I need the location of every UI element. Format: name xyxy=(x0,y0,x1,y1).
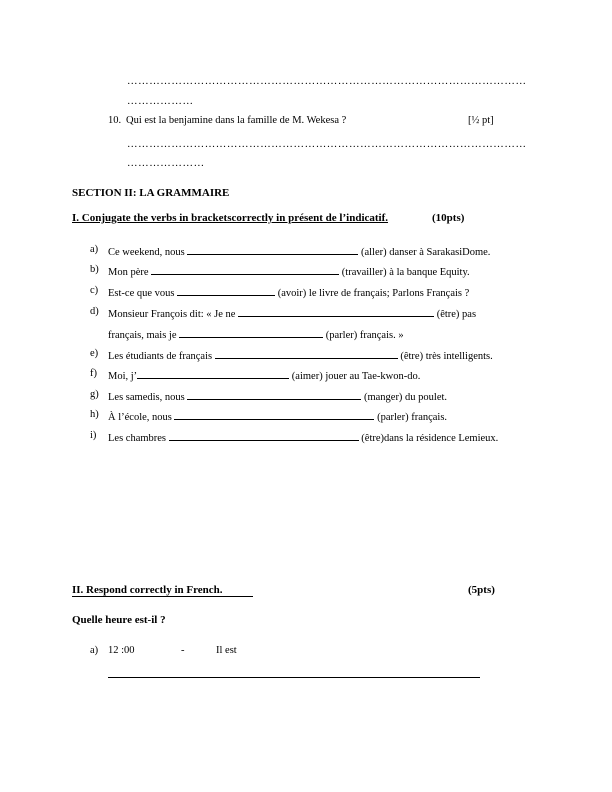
answer-blank[interactable] xyxy=(137,369,289,379)
item-label: b) xyxy=(90,264,99,275)
heading-underline xyxy=(72,596,253,597)
answer-blank[interactable] xyxy=(238,307,434,317)
answer-blank[interactable] xyxy=(179,328,323,338)
time-dash: - xyxy=(181,645,185,656)
answer-dots-line: ……………… xyxy=(127,96,194,107)
conjugation-item-a: Ce weekend, nous (aller) danser à SarakasiDome. xyxy=(108,247,491,258)
answer-blank[interactable] xyxy=(187,390,361,400)
question-10-number: 10. xyxy=(108,115,122,126)
part-1-heading: I. Conjugate the verbs in bracketscorrectly in présent de l’indicatif. xyxy=(72,212,389,224)
conjugation-item-i: Les chambres (être)dans la résidence Lemieux. xyxy=(108,433,499,444)
answer-blank[interactable] xyxy=(174,410,374,420)
item-label: i) xyxy=(90,430,97,441)
answer-blank[interactable] xyxy=(177,286,275,296)
item-label: f) xyxy=(90,368,97,379)
item-label: c) xyxy=(90,285,99,296)
item-label: h) xyxy=(90,409,99,420)
conjugation-item-h: À l’école, nous (parler) français. xyxy=(108,412,448,423)
conjugation-item-g: Les samedis, nous (manger) du poulet. xyxy=(108,392,448,403)
conjugation-item-e: Les étudiants de français (être) très intelligents. xyxy=(108,351,493,362)
answer-dots-line: ………………… xyxy=(127,158,205,169)
part-2-points: (5pts) xyxy=(468,584,495,596)
item-label: g) xyxy=(90,389,99,400)
answer-blank[interactable] xyxy=(187,245,358,255)
section-title: SECTION II: LA GRAMMAIRE xyxy=(72,187,230,199)
item-label: d) xyxy=(90,306,99,317)
item-label: e) xyxy=(90,348,99,359)
question-10-text: Qui est la benjamine dans la famille de M. Wekesa ? xyxy=(126,115,347,126)
conjugation-item-d-continued: français, mais je (parler) français. » xyxy=(108,330,404,341)
conjugation-item-b: Mon père (travailler) à la banque Equity. xyxy=(108,267,470,278)
answer-blank[interactable] xyxy=(151,265,339,275)
time-value: 12 :00 xyxy=(108,645,135,656)
answer-blank[interactable] xyxy=(215,349,398,359)
item-label: a) xyxy=(90,244,99,255)
part-1-points: (10pts) xyxy=(432,212,465,224)
conjugation-item-f: Moi, j’ (aimer) jouer au Tae-kwon-do. xyxy=(108,371,421,382)
answer-blank[interactable] xyxy=(169,431,359,441)
answer-dots-line: ……………………………………………………………………………………………… xyxy=(127,139,527,150)
answer-line[interactable] xyxy=(108,677,480,678)
question-10-points: [½ pt] xyxy=(468,115,494,126)
conjugation-item-c: Est-ce que vous (avoir) le livre de français; Parlons Français ? xyxy=(108,288,470,299)
answer-start: Il est xyxy=(216,645,237,656)
question-heading: Quelle heure est-il ? xyxy=(72,614,166,626)
item-label: a) xyxy=(90,645,99,656)
part-2-heading: II. Respond correctly in French. xyxy=(72,584,223,596)
answer-dots-line: ……………………………………………………………………………………………… xyxy=(127,76,527,87)
conjugation-item-d: Monsieur François dit: « Je ne (être) pas xyxy=(108,309,477,320)
